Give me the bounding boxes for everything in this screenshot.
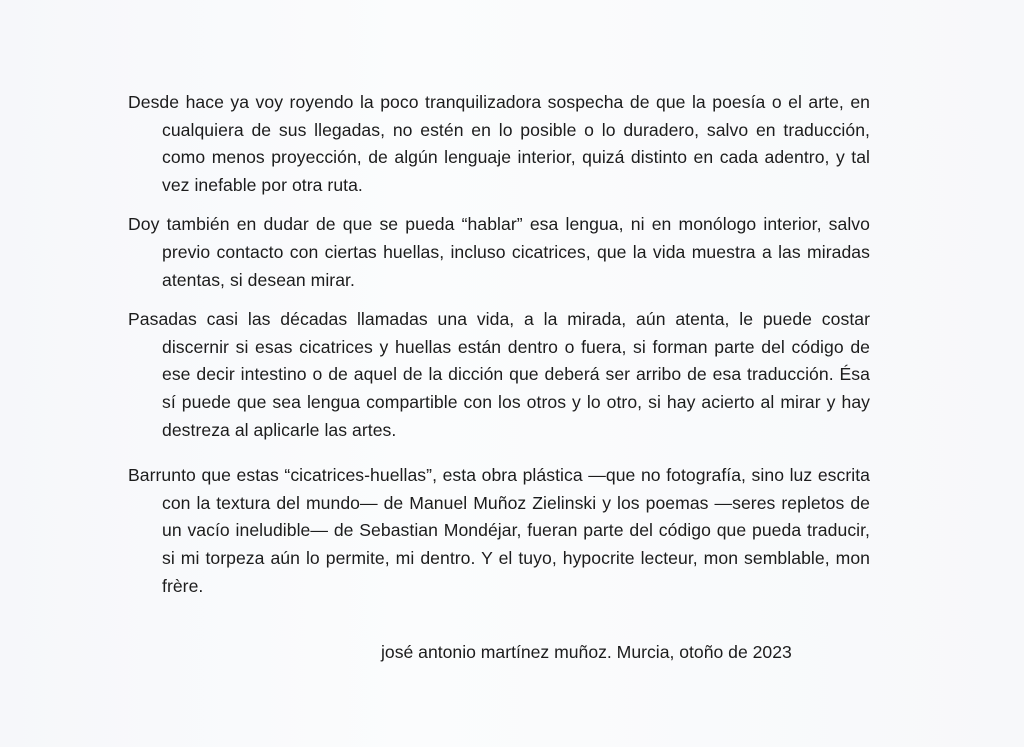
- paragraph-4: Barrunto que estas “cicatrices-huellas”, esta obra plástica —que no fotografía, sino luz escrita con la textura del mundo— de Manuel Muñoz Zielinski y los poemas —seres repletos de un vacío ineludible— de Sebastian Mondéjar, fueran parte del código que pueda traducir, si mi torpeza aún lo permite, mi dentro. Y el tuyo, hypocrite lecteur, mon semblable, mon frère.: [128, 465, 870, 596]
- signature-line: josé antonio martínez muñoz. Murcia, otoño de 2023: [381, 642, 792, 662]
- text-body: [128, 89, 870, 612]
- paragraph-1: Desde hace ya voy royendo la poco tranquilizadora sospecha de que la poesía o el arte, en cualquiera de sus llegadas, no estén en lo posible o lo duradero, salvo en traducción, como menos proyección, de algún lenguaje interior, quizá distinto en cada adentro, y tal vez inefable por otra ruta.: [128, 92, 870, 195]
- paragraph-3: Pasadas casi las décadas llamadas una vida, a la mirada, aún atenta, le puede costar discernir si esas cicatrices y huellas están dentro o fuera, si forman parte del código de ese decir intestino o de aquel de la dicción que deberá ser arribo de esa traducción. Ésa sí puede que sea lengua compartible con los otros y lo otro, si hay acierto al mirar y hay destreza al aplicarle las artes.: [128, 309, 870, 440]
- paragraph-2: Doy también en dudar de que se pueda “hablar” esa lengua, ni en monólogo interior, salvo previo contacto con ciertas huellas, incluso cicatrices, que la vida muestra a las miradas atentas, si desean mirar.: [128, 214, 870, 290]
